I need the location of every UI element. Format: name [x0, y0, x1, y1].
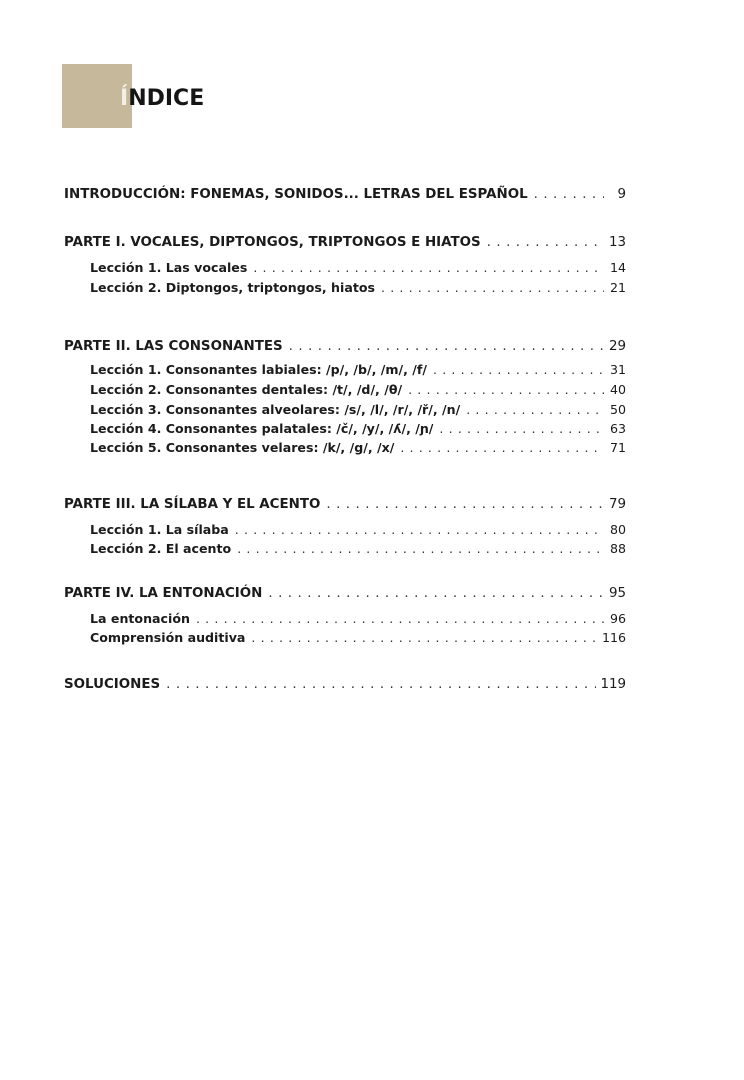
toc-page-number: 96 — [609, 611, 626, 626]
leader-dots — [466, 402, 604, 417]
leader-dots — [433, 362, 604, 377]
leader-dots — [251, 630, 598, 645]
toc-entry-part-3-lesson-1[interactable] — [64, 522, 626, 537]
toc-entry-part-2-lesson-4[interactable] — [64, 421, 626, 436]
toc-label: Lección 2. Consonantes dentales: /t/, /d/, /θ/ — [90, 382, 403, 397]
toc-entry-intro[interactable] — [64, 187, 626, 202]
leader-dots — [235, 522, 604, 537]
leader-dots — [237, 541, 604, 556]
toc-entry-solutions[interactable] — [64, 677, 626, 692]
toc-label: Lección 3. Consonantes alveolares: /s/, /l/, /r/, /ř/, /n/ — [90, 402, 461, 417]
toc-entry-part-2-lesson-1[interactable] — [64, 362, 626, 377]
toc-label: Lección 5. Consonantes velares: /k/, /g/, /x/ — [90, 440, 395, 455]
leader-dots — [253, 260, 604, 275]
toc-entry-part-1-lesson-2[interactable] — [64, 280, 626, 295]
leader-dots — [289, 339, 604, 354]
toc-page-number: 31 — [609, 362, 626, 377]
toc-entry-part-1[interactable] — [64, 235, 626, 250]
index-title-block — [62, 64, 262, 134]
toc-page-number: 63 — [609, 421, 626, 436]
toc-page-number: 14 — [609, 260, 626, 275]
toc-entry-part-4-lesson-2[interactable] — [64, 630, 626, 645]
toc-entry-part-1-lesson-1[interactable] — [64, 260, 626, 275]
leader-dots — [326, 497, 604, 512]
toc-page-number: 119 — [600, 677, 626, 692]
toc-page-number: 40 — [609, 382, 626, 397]
toc-label: PARTE III. LA SÍLABA Y EL ACENTO — [64, 497, 321, 512]
toc-label: PARTE II. LAS CONSONANTES — [64, 339, 283, 354]
toc-page-number: 29 — [608, 339, 626, 354]
toc-entry-part-2-lesson-3[interactable] — [64, 402, 626, 417]
toc-page-number: 80 — [609, 522, 626, 537]
toc-label: La entonación — [90, 611, 190, 626]
toc-entry-part-3[interactable] — [64, 497, 626, 512]
toc-page-number: 50 — [609, 402, 626, 417]
leader-dots — [268, 586, 604, 601]
toc-page-number: 95 — [608, 586, 626, 601]
leader-dots — [408, 382, 604, 397]
leader-dots — [487, 235, 604, 250]
leader-dots — [166, 677, 596, 692]
toc-page-number: 9 — [617, 187, 626, 202]
toc-label: Comprensión auditiva — [90, 630, 246, 645]
toc-page-number: 79 — [608, 497, 626, 512]
toc-entry-part-2-lesson-5[interactable] — [64, 440, 626, 455]
page-title — [120, 86, 204, 111]
toc-page-number: 116 — [601, 630, 626, 645]
toc-page-number: 21 — [609, 280, 626, 295]
toc-label: Lección 1. La sílaba — [90, 522, 229, 537]
toc-label: Lección 1. Consonantes labiales: /p/, /b/, /m/, /f/ — [90, 362, 427, 377]
toc-page-number: 88 — [609, 541, 626, 556]
toc-label: INTRODUCCIÓN: FONEMAS, SONIDOS... LETRAS DEL ESPAÑOL — [64, 187, 528, 202]
page-title-rest: NDICE — [128, 86, 205, 111]
leader-dots — [534, 187, 604, 202]
leader-dots — [439, 421, 604, 436]
leader-dots — [400, 440, 604, 455]
toc-entry-part-3-lesson-2[interactable] — [64, 541, 626, 556]
toc-label: Lección 1. Las vocales — [90, 260, 248, 275]
toc-label: PARTE IV. LA ENTONACIÓN — [64, 586, 263, 601]
leader-dots — [381, 280, 604, 295]
page-title-initial: Í — [120, 86, 129, 111]
toc-label: Lección 4. Consonantes palatales: /č/, /y/, /ʎ/, /ɲ/ — [90, 421, 434, 436]
leader-dots — [196, 611, 604, 626]
toc-entry-part-4-lesson-1[interactable] — [64, 611, 626, 626]
toc-entry-part-4[interactable] — [64, 586, 626, 601]
toc-label: PARTE I. VOCALES, DIPTONGOS, TRIPTONGOS E HIATOS — [64, 235, 481, 250]
toc-entry-part-2[interactable] — [64, 339, 626, 354]
toc-label: Lección 2. Diptongos, triptongos, hiatos — [90, 280, 375, 295]
toc-entry-part-2-lesson-2[interactable] — [64, 382, 626, 397]
toc-label: SOLUCIONES — [64, 677, 161, 692]
toc-page-number: 13 — [608, 235, 626, 250]
toc-label: Lección 2. El acento — [90, 541, 232, 556]
toc-page-number: 71 — [609, 440, 626, 455]
